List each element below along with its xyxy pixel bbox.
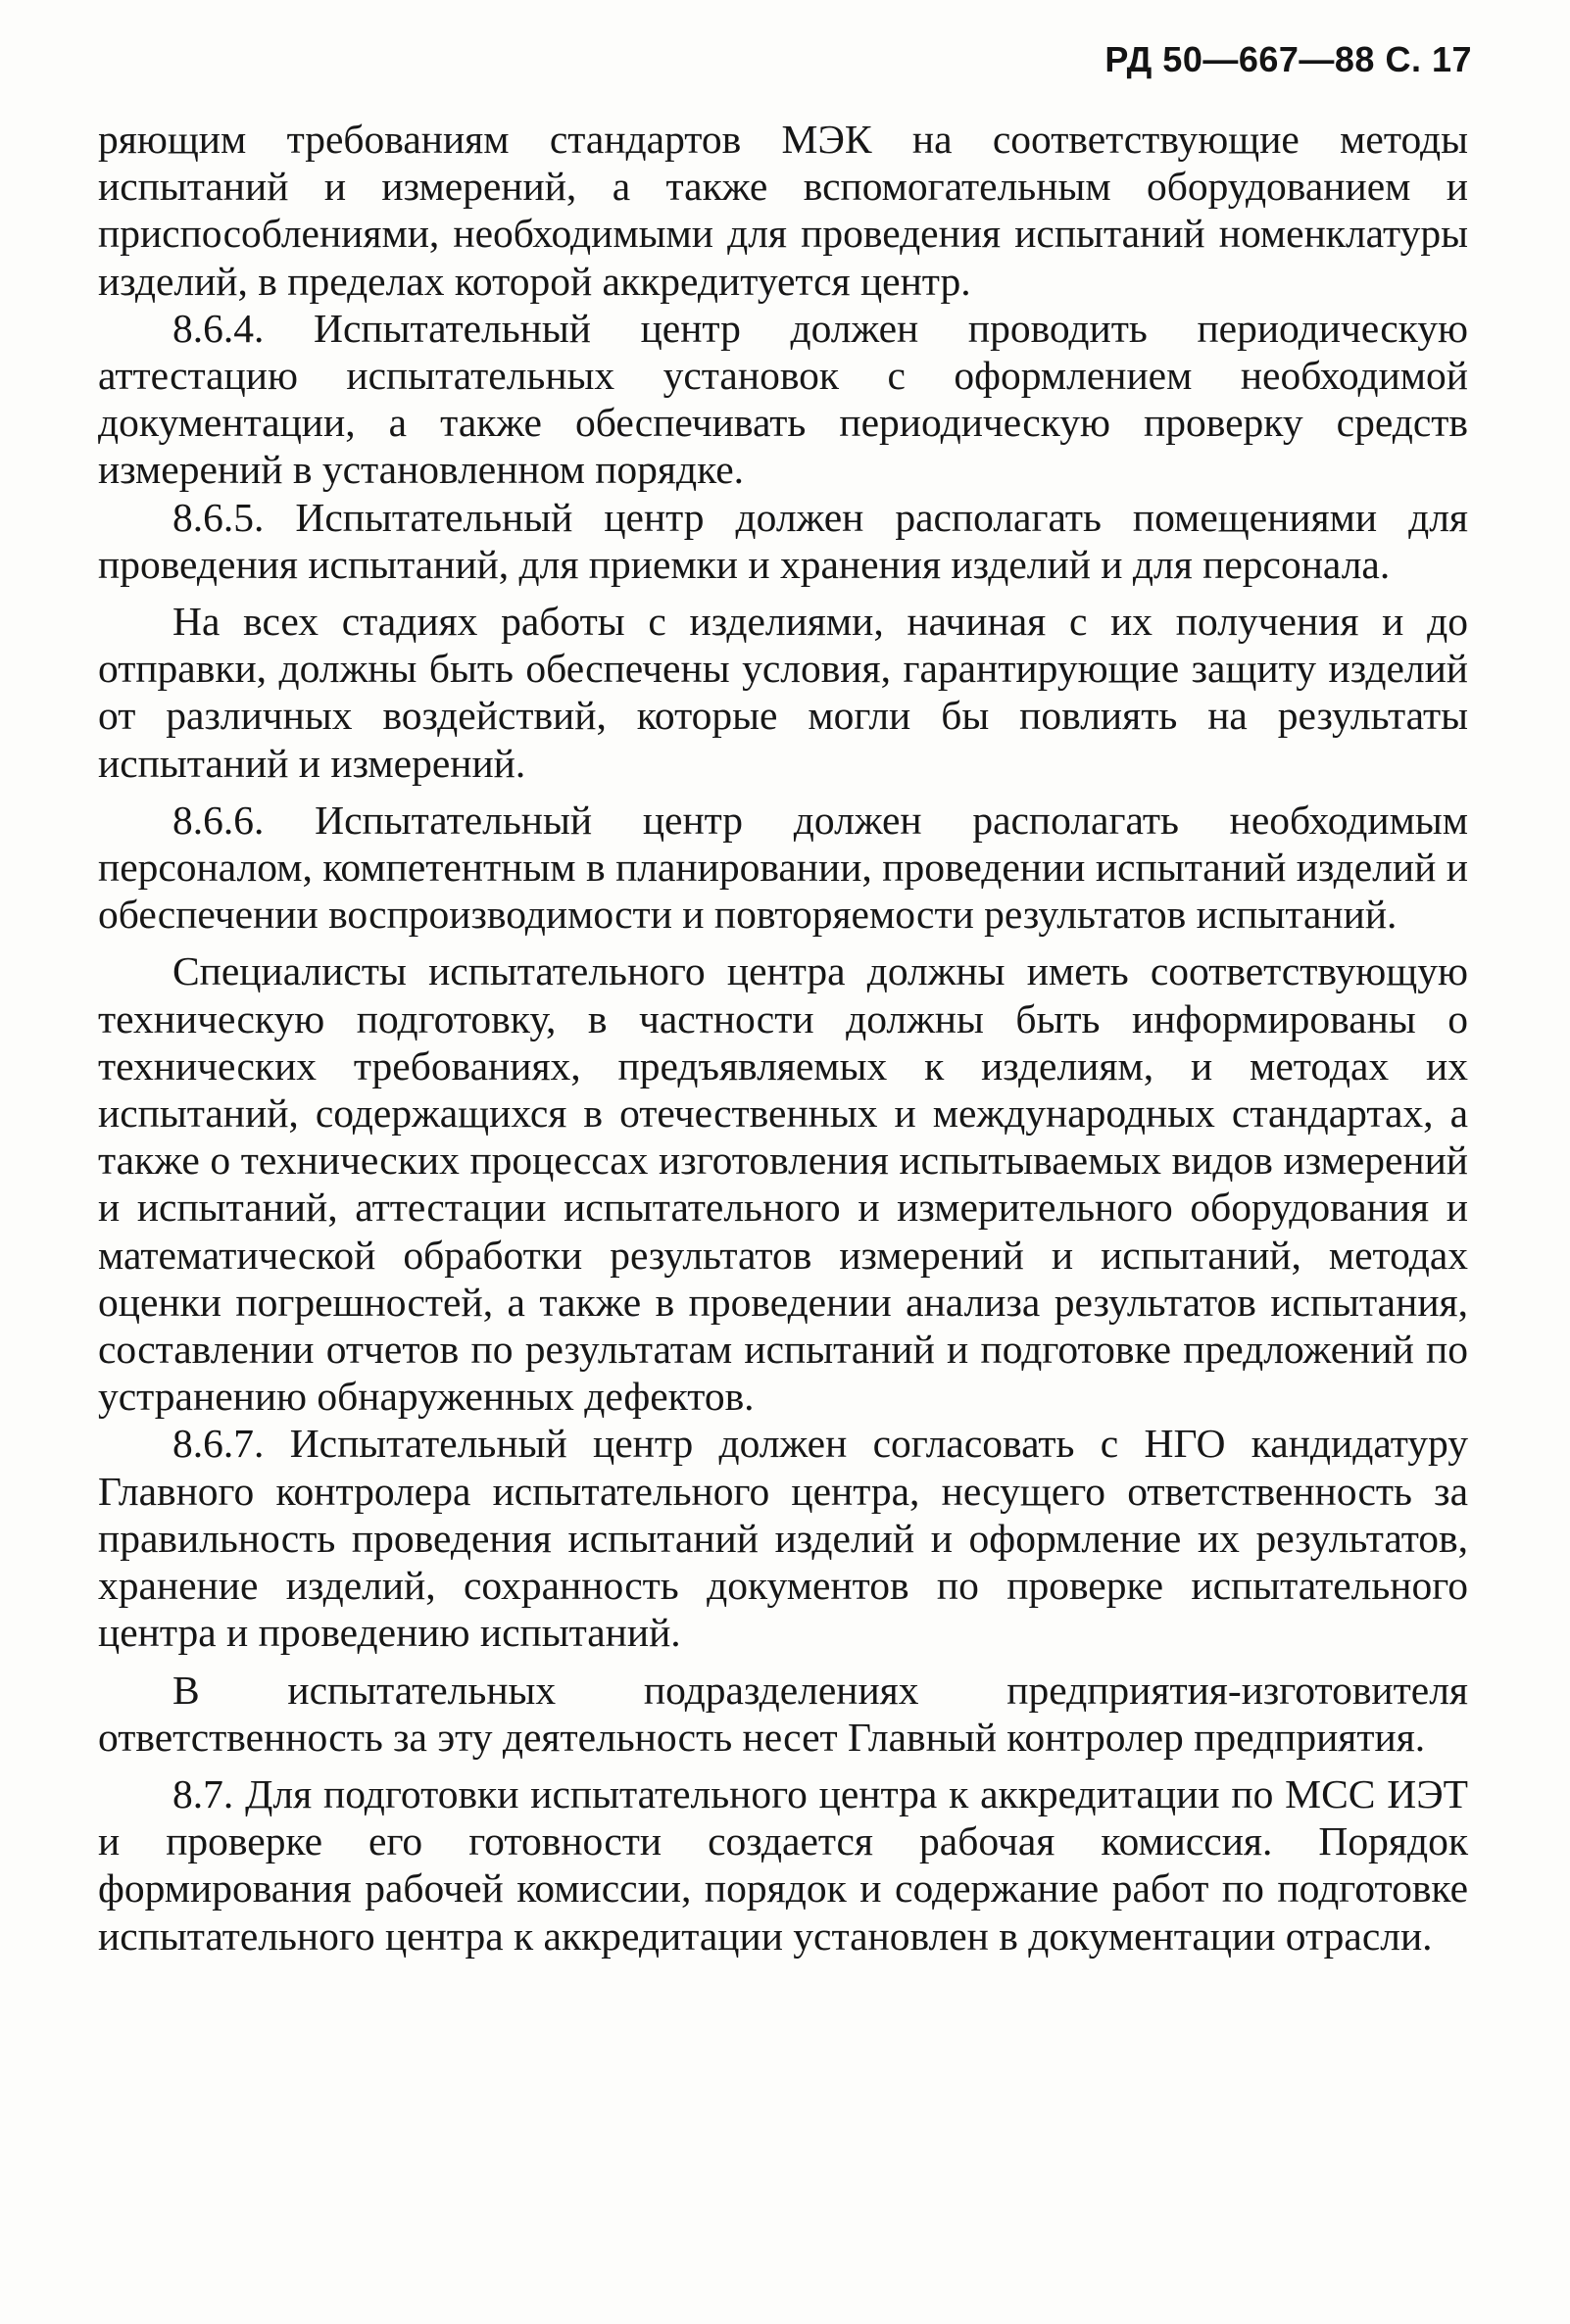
paragraph-8-6-5: 8.6.5. Испытательный центр должен располагать помещениями для проведения испытаний, для приемки и хранения изделий и для персонала. [98,494,1468,587]
paragraph-specialists: Специалисты испытательного центра должны иметь соответствующую техническую подготовку, в частности должны быть информированы о технических требованиях, предъявляемых к изделиям, и методах их испытаний, содержащихся в отечественных и международных стандартах, а также о технических процессах изготовления испытываемых видов измерений и испытаний, аттестации испытательного и измерительного оборудования и математической обработки результатов измерений и испытаний, методах оценки погрешностей, а также в проведении анализа результатов испытания, составлении отчетов по результатам испытаний и подготовке предложений по устранению обнаруженных дефектов. [98,948,1468,1420]
paragraph-continuation: ряющим требованиям стандартов МЭК на соответствующие методы испытаний и измерений, а также вспомогательным оборудованием и приспособлениями, необходимыми для проведения испытаний номенклатуры изделий, в пределах которой аккредитуется центр. [98,117,1468,304]
paragraph-8-6-4: 8.6.4. Испытательный центр должен проводить периодическую аттестацию испытательных установок с оформлением необходимой документации, а также обеспечивать периодическую проверку средств измерений в установленном порядке. [98,305,1468,493]
paragraph-manufacturer-divisions: В испытательных подразделениях предприятия-изготовителя ответственность за эту деятельность несет Главный контролер предприятия. [98,1667,1468,1760]
document-body [98,116,1468,1960]
paragraph-8-6-6: 8.6.6. Испытательный центр должен располагать необходимым персоналом, компетентным в планировании, проведении испытаний изделий и обеспечении воспроизводимости и повторяемости результатов испытаний. [98,797,1468,938]
paragraph-storage-conditions: На всех стадиях работы с изделиями, начиная с их получения и до отправки, должны быть обеспечены условия, гарантирующие защиту изделий от различных воздействий, которые могли бы повлиять на результаты испытаний и измерений. [98,599,1468,786]
running-header: РД 50—667—88 С. 17 [1104,39,1472,79]
paragraph-8-6-7: 8.6.7. Испытательный центр должен согласовать с НГО кандидатуру Главного контролера испытательного центра, несущего ответственность за правильность проведения испытаний изделий и оформление их результатов, хранение изделий, сохранность документов по проверке испытательного центра и проведению испытаний. [98,1421,1468,1656]
paragraph-8-7: 8.7. Для подготовки испытательного центра к аккредитации по МСС ИЭТ и проверке его готовности создается рабочая комиссия. Порядок формирования рабочей комиссии, порядок и содержание работ по подготовке испытательного центра к аккредитации установлен в документации отрасли. [98,1770,1468,1959]
